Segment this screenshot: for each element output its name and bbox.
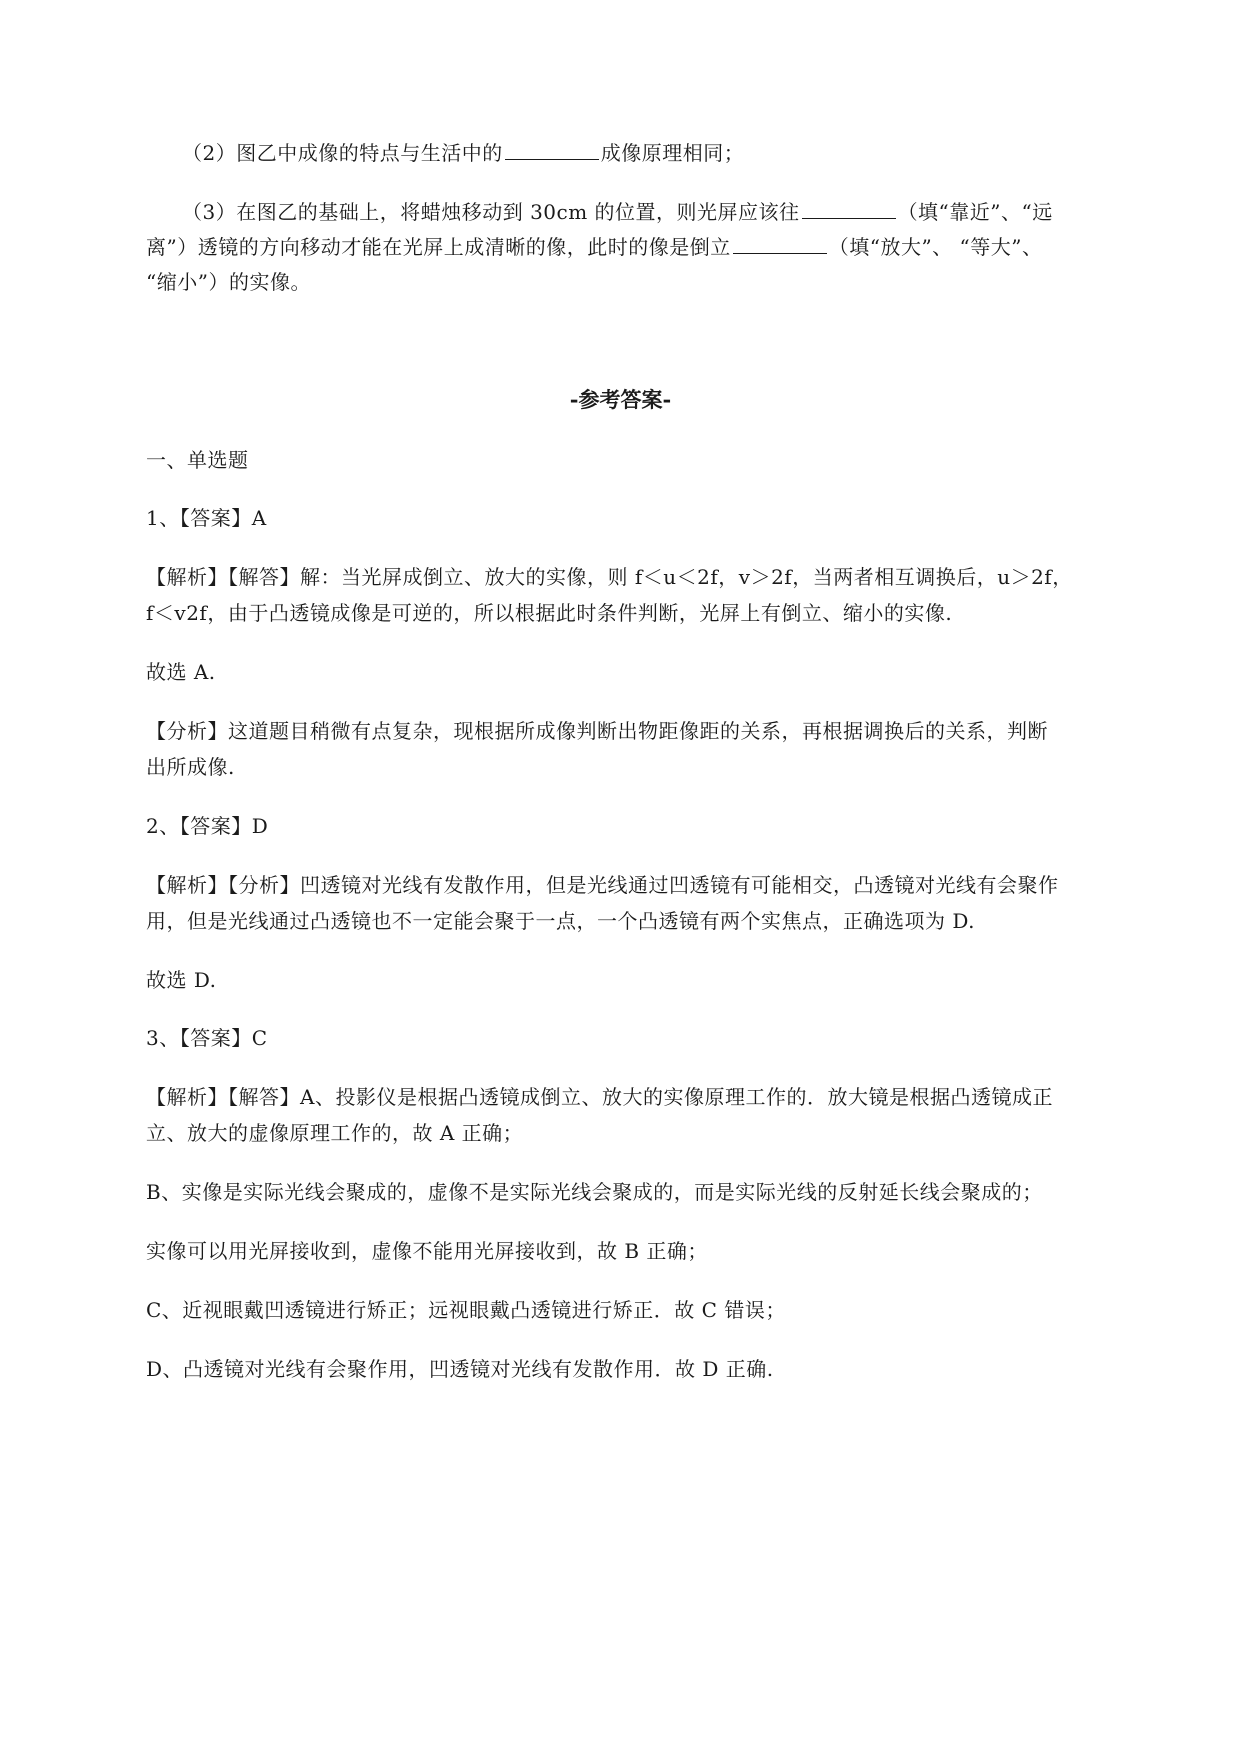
question-3-blank-1	[802, 198, 896, 219]
answer-3-analysis-line-1: 【解析】【解答】A、投影仪是根据凸透镜成倒立、放大的实像原理工作的．放大镜是根据凸透镜成正	[146, 1085, 1053, 1109]
answer-3-line-b2: 实像可以用光屏接收到，虚像不能用光屏接收到，故 B 正确；	[146, 1239, 708, 1263]
question-2-text-after: 成像原理相同；	[600, 141, 745, 165]
answer-3: 3、【答案】C	[146, 1026, 268, 1050]
question-3-line-3	[146, 268, 311, 296]
answer-2-analysis-line-2: 用，但是光线通过凸透镜也不一定能会聚于一点，一个凸透镜有两个实焦点，正确选项为 D.	[146, 909, 976, 933]
question-3-line2-after: （填“放大”、 “等大”、	[828, 235, 1043, 259]
answer-1-choice: 故选 A.	[146, 660, 216, 684]
question-3-line3: “缩小”）的实像。	[146, 270, 311, 294]
answer-1-note-line-1: 【分析】这道题目稍微有点复杂，现根据所成像判断出物距像距的关系，再根据调换后的关系，判断	[146, 719, 1048, 743]
question-3-line-1	[182, 198, 1053, 226]
answer-1-note-line-2: 出所成像.	[146, 755, 235, 779]
question-2-blank	[505, 139, 599, 160]
answer-2-choice: 故选 D.	[146, 968, 217, 992]
section-heading: 一、单选题	[146, 448, 249, 472]
answer-3-line-c: C、近视眼戴凹透镜进行矫正；远视眼戴凸透镜进行矫正．故 C 错误；	[146, 1298, 786, 1322]
answer-2-analysis-line-1: 【解析】【分析】凹透镜对光线有发散作用，但是光线通过凹透镜有可能相交，凸透镜对光线有会聚作	[146, 873, 1059, 897]
answer-1-analysis-line-2: f＜v2f，由于凸透镜成像是可逆的，所以根据此时条件判断，光屏上有倒立、缩小的实像.	[146, 601, 953, 625]
question-3-blank-2	[733, 233, 827, 254]
question-3-line1-before: （3）在图乙的基础上，将蜡烛移动到 30cm 的位置，则光屏应该往	[182, 200, 800, 224]
answer-1-analysis-line-1: 【解析】【解答】解：当光屏成倒立、放大的实像，则 f＜u＜2f，v＞2f，当两者相互调换后，u＞2f，	[146, 565, 1073, 589]
answer-1: 1、【答案】A	[146, 506, 267, 530]
question-2-text-before: （2）图乙中成像的特点与生活中的	[182, 141, 503, 165]
question-3-line-2	[146, 233, 1043, 261]
answer-2: 2、【答案】D	[146, 814, 269, 838]
answer-key-title: -参考答案-	[569, 387, 672, 412]
question-2-line	[182, 139, 744, 167]
question-3-line2-before: 离”）透镜的方向移动才能在光屏上成清晰的像，此时的像是倒立	[146, 235, 731, 259]
answer-3-line-d: D、凸透镜对光线有会聚作用，凹透镜对光线有发散作用．故 D 正确.	[146, 1357, 774, 1381]
answer-3-line-b1: B、实像是实际光线会聚成的，虚像不是实际光线会聚成的，而是实际光线的反射延长线会聚成的；	[146, 1180, 1043, 1204]
answer-3-analysis-line-2: 立、放大的虚像原理工作的，故 A 正确；	[146, 1121, 524, 1145]
question-3-line1-after: （填“靠近”、“远	[897, 200, 1053, 224]
